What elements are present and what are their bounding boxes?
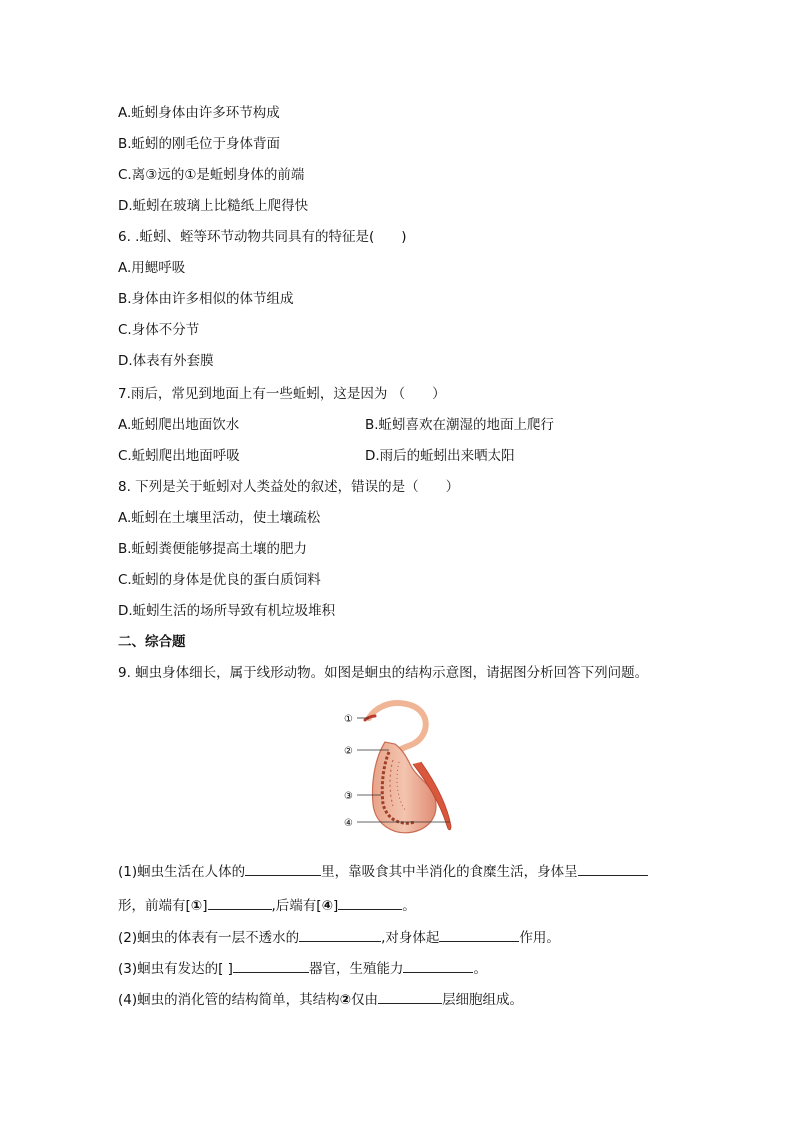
- figure-label-3: ③: [344, 791, 353, 802]
- q9-part3-text-b: 器官，生殖能力: [308, 961, 404, 977]
- q8-option-b: B.蚯蚓粪便能够提高土壤的肥力: [118, 541, 308, 557]
- q8-stem: 8. 下列是关于蚯蚓对人类益处的叙述，错误的是（ ）: [118, 479, 460, 495]
- q8-option-c: C.蚯蚓的身体是优良的蛋白质饲料: [118, 572, 321, 588]
- figure-label-1: ①: [344, 714, 353, 725]
- q9-part1-text-c: 形，前端有[: [118, 898, 191, 914]
- section-heading: 二、综合题: [118, 634, 186, 650]
- roundworm-diagram: [335, 700, 460, 842]
- q9-part4: [118, 989, 523, 1009]
- worm-head-loop: [369, 703, 426, 752]
- q9-part2-text-a: (2)蛔虫的体表有一层不透水的: [118, 930, 300, 946]
- q9-part1-marker-4: ④: [321, 898, 333, 914]
- q5-option-d: D.蚯蚓在玻璃上比糙纸上爬得快: [118, 198, 309, 214]
- q9-part4-text-a: (4)蛔虫的消化管的结构简单，其结构: [118, 992, 340, 1008]
- answer-blank-8[interactable]: [403, 958, 473, 973]
- q9-part1-marker-1: ①: [190, 898, 203, 914]
- q5-option-b: B.蚯蚓的刚毛位于身体背面: [118, 136, 281, 152]
- q9-stem: 9. 蛔虫身体细长，属于线形动物。如图是蛔虫的结构示意图，请据图分析回答下列问题。: [118, 665, 649, 681]
- q9-part1-line1: [118, 861, 648, 881]
- answer-blank-1[interactable]: [245, 861, 321, 876]
- q9-part1-text-h: ]: [333, 898, 339, 914]
- figure-label-2: ②: [344, 746, 353, 757]
- q9-part1-text-i: 。: [402, 898, 416, 914]
- q8-option-a: A.蚯蚓在土壤里活动，使土壤疏松: [118, 510, 321, 526]
- figure-label-4: ④: [344, 818, 353, 829]
- answer-blank-5[interactable]: [299, 927, 381, 942]
- q6-option-d: D.体表有外套膜: [118, 353, 214, 369]
- q9-part2-text-b: ,对身体起: [381, 930, 440, 946]
- q6-option-a: A.用鳃呼吸: [118, 260, 186, 276]
- q7-option-c: C.蚯蚓爬出地面呼吸: [118, 448, 240, 464]
- q9-part1-line2: [118, 895, 416, 915]
- q7-option-b: B.蚯蚓喜欢在潮湿的地面上爬行: [365, 417, 555, 433]
- answer-blank-4[interactable]: [338, 895, 402, 910]
- q9-part1-text-a: (1)蛔虫生活在人体的: [118, 864, 246, 880]
- q6-option-c: C.身体不分节: [118, 322, 200, 338]
- answer-blank-7[interactable]: [233, 958, 309, 973]
- q6-option-b: B.身体由许多相似的体节组成: [118, 291, 294, 307]
- q7-option-a: A.蚯蚓爬出地面饮水: [118, 417, 240, 433]
- q9-part3: [118, 958, 487, 978]
- q9-part3-text-a: (3)蛔虫有发达的[ ]: [118, 961, 233, 977]
- q8-option-d: D.蚯蚓生活的场所导致有机垃圾堆积: [118, 603, 336, 619]
- q7-option-d: D.雨后的蚯蚓出来晒太阳: [365, 448, 515, 464]
- q5-option-a: A.蚯蚓身体由许多环节构成: [118, 105, 280, 121]
- q7-stem: 7.雨后，常见到地面上有一些蚯蚓，这是因为 （ ）: [118, 386, 446, 402]
- answer-blank-2[interactable]: [578, 861, 648, 876]
- q9-part4-text-c: 仅由: [351, 992, 379, 1008]
- q9-part3-text-c: 。: [473, 961, 487, 977]
- q5-option-c: C.离③远的①是蚯蚓身体的前端: [118, 167, 305, 183]
- q6-stem: 6. .蚯蚓、蛭等环节动物共同具有的特征是( ): [118, 229, 407, 245]
- answer-blank-9[interactable]: [378, 989, 442, 1004]
- q9-part1-text-b: 里，靠吸食其中半消化的食糜生活，身体呈: [321, 864, 578, 880]
- q9-part2: [118, 927, 560, 947]
- q9-part4-text-d: 层细胞组成。: [442, 992, 524, 1008]
- q9-part4-marker-2: ②: [339, 992, 352, 1008]
- answer-blank-3[interactable]: [208, 895, 272, 910]
- q9-part1-text-e: ]: [202, 898, 208, 914]
- q9-part2-text-c: 作用。: [519, 930, 560, 946]
- answer-blank-6[interactable]: [439, 927, 519, 942]
- q9-part1-text-f: ,后端有[: [271, 898, 322, 914]
